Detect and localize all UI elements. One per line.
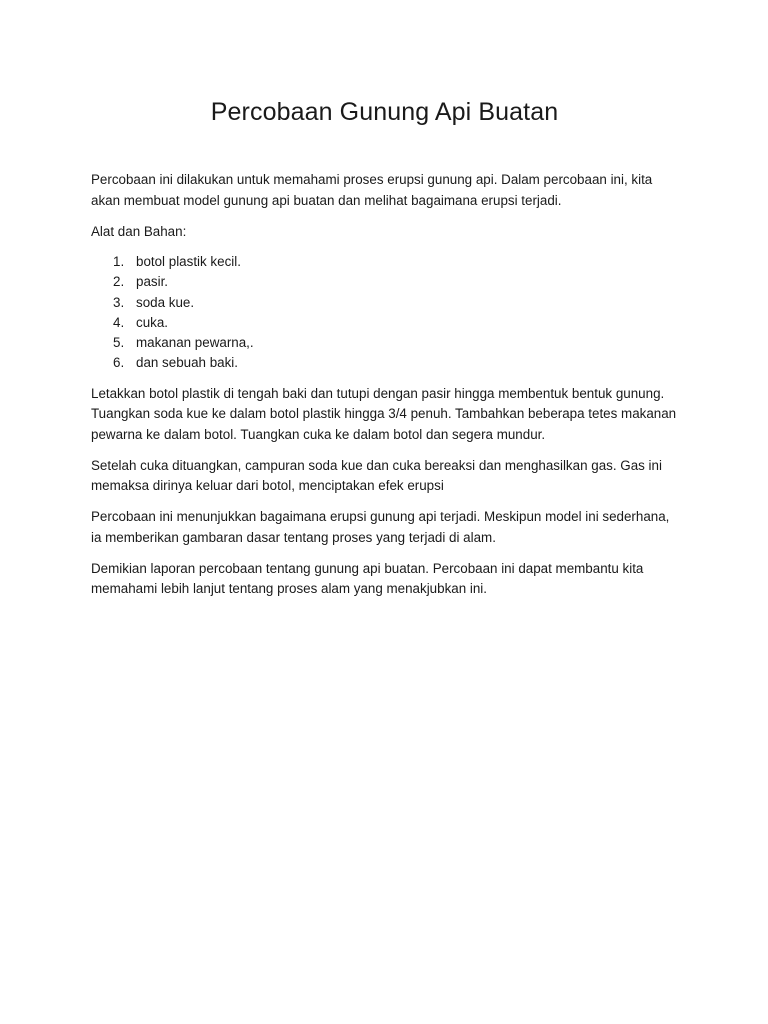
list-item (91, 272, 678, 292)
list-item-number: 2. (113, 274, 125, 290)
list-item-number: 3. (113, 294, 125, 310)
list-item (91, 333, 678, 353)
reaction-paragraph: Setelah cuka dituangkan, campuran soda kue dan cuka bereaksi dan menghasilkan gas. Gas ini memaksa dirinya keluar dari botol, menciptakan efek erupsi (91, 457, 662, 494)
list-item-number: 4. (113, 314, 125, 330)
list-item-number: 1. (113, 254, 125, 269)
list-item-text: pasir. (136, 274, 169, 290)
document-body (91, 170, 678, 600)
materials-heading: Alat dan Bahan: (91, 223, 187, 239)
list-item-number: 6. (113, 355, 125, 371)
list-item (91, 313, 678, 333)
list-item-number: 5. (113, 335, 125, 351)
document-title: Percobaan Gunung Api Buatan (210, 98, 559, 126)
procedure-paragraph: Letakkan botol plastik di tengah baki dan tutupi dengan pasir hingga membentuk bentuk gunung. Tuangkan soda kue ke dalam botol plastik hingga 3/4 penuh. Tambahkan beberapa tetes makanan pewarna ke dalam botol. Tuangkan cuka ke dalam botol dan segera mundur. (91, 385, 677, 442)
result-paragraph: Percobaan ini menunjukkan bagaimana erupsi gunung api terjadi. Meskipun model ini sederhana, ia memberikan gambaran dasar tentang proses yang terjadi di alam. (91, 509, 670, 545)
list-item (91, 353, 678, 373)
list-item-text: soda kue. (136, 294, 195, 310)
list-item (91, 252, 678, 272)
list-item (91, 293, 678, 313)
list-item-text: botol plastik kecil. (136, 254, 241, 269)
list-item-text: cuka. (136, 314, 169, 330)
intro-paragraph: Percobaan ini dilakukan untuk memahami proses erupsi gunung api. Dalam percobaan ini, kita akan membuat model gunung api buatan dan melihat bagaimana erupsi terjadi. (91, 172, 653, 208)
list-item-text: makanan pewarna,. (136, 335, 254, 351)
list-item-text: dan sebuah baki. (136, 355, 238, 371)
materials-list (91, 252, 678, 374)
closing-paragraph: Demikian laporan percobaan tentang gunung api buatan. Percobaan ini dapat membantu kita memahami lebih lanjut tentang proses alam yang menakjubkan ini. (91, 560, 644, 597)
